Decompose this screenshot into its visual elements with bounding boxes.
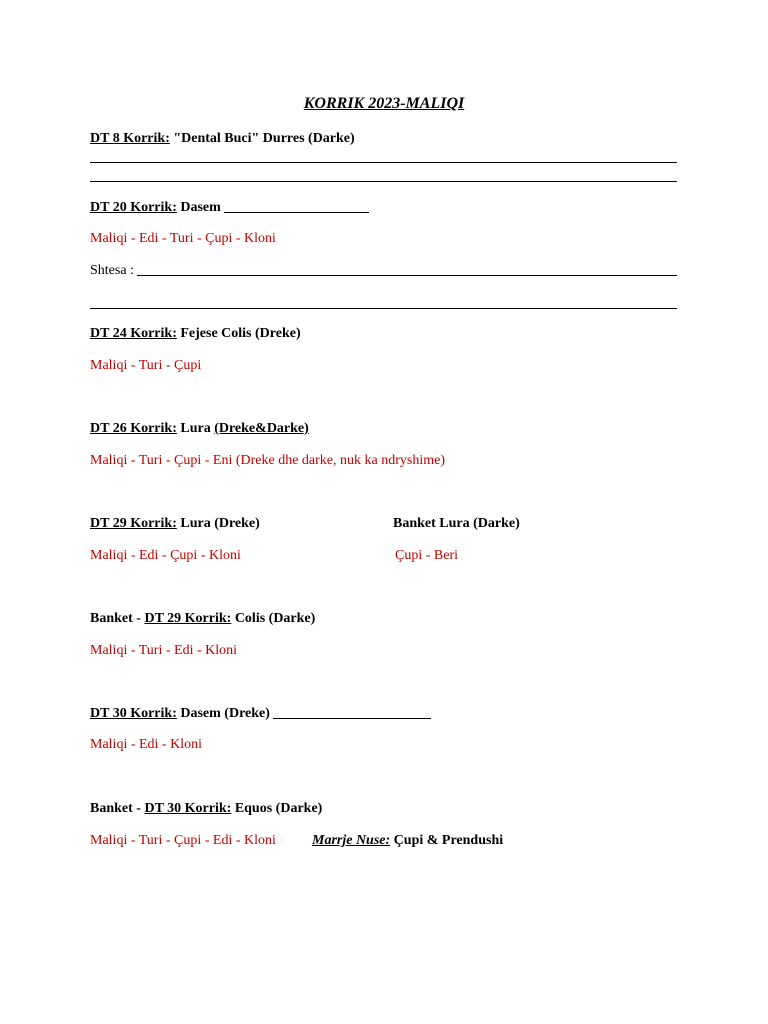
event-date: DT 29 Korrik:: [144, 611, 232, 626]
event-heading-banket-lura: Banket Lura (Darke): [393, 516, 520, 531]
page-title: KORRIK 2023-MALIQI: [303, 95, 465, 112]
blank-line: [273, 718, 431, 719]
event-text-underlined: (Dreke&Darke): [214, 421, 309, 436]
event-date: DT 30 Korrik:: [144, 801, 232, 816]
marrje-nuse-line: [312, 832, 503, 850]
event-heading-banket-29-korrik: [90, 610, 315, 628]
staff-names: Maliqi - Edi - Çupi - Kloni: [90, 548, 241, 563]
event-text: Equos (Darke): [231, 801, 323, 816]
shtesa-label: Shtesa :: [90, 263, 138, 278]
staff-names: Maliqi - Turi - Çupi - Eni (Dreke dhe darke, nuk ka ndryshime): [90, 453, 445, 468]
blank-line: [224, 212, 369, 213]
event-date: DT 29 Korrik:: [90, 516, 177, 531]
event-date: DT 26 Korrik:: [90, 421, 177, 436]
event-date: DT 30 Korrik:: [90, 706, 177, 721]
event-heading-8-korrik: [90, 130, 355, 148]
event-text: "Dental Buci" Durres (Darke): [169, 131, 355, 146]
staff-names: Maliqi - Edi - Turi - Çupi - Kloni: [90, 231, 276, 246]
shtesa-line: [90, 262, 677, 280]
event-heading-29-korrik: [90, 515, 260, 533]
event-heading-24-korrik: [90, 325, 301, 343]
staff-names: Maliqi - Turi - Çupi: [90, 358, 202, 373]
event-text: Colis (Darke): [231, 611, 316, 626]
event-text: Fejese Colis (Dreke): [176, 326, 301, 341]
event-text: Lura (Dreke): [176, 516, 260, 531]
event-text: Dasem: [176, 200, 225, 215]
event-heading-20-korrik: [90, 199, 369, 217]
event-heading-banket-30-korrik: [90, 800, 322, 818]
staff-names: Maliqi - Turi - Çupi - Edi - Kloni: [90, 833, 276, 848]
event-date: DT 24 Korrik:: [90, 326, 177, 341]
marrje-nuse-value: Çupi & Prendushi: [390, 833, 504, 848]
event-text: Lura: [176, 421, 215, 436]
event-date: DT 20 Korrik:: [90, 200, 177, 215]
event-text: Dasem (Dreke): [176, 706, 274, 721]
blank-line: [137, 275, 677, 276]
blank-line: [90, 308, 677, 309]
staff-names-banket-lura: Çupi - Beri: [395, 548, 458, 563]
event-date: DT 8 Korrik:: [90, 131, 170, 146]
event-heading-26-korrik: [90, 420, 309, 438]
staff-names: Maliqi - Edi - Kloni: [90, 737, 202, 752]
marrje-nuse-label: Marrje Nuse:: [312, 833, 391, 848]
blank-line: [90, 162, 677, 163]
event-prefix: Banket -: [90, 801, 145, 816]
staff-names: Maliqi - Turi - Edi - Kloni: [90, 643, 238, 658]
event-prefix: Banket -: [90, 611, 145, 626]
event-heading-30-korrik: [90, 705, 431, 723]
blank-line: [90, 181, 677, 182]
